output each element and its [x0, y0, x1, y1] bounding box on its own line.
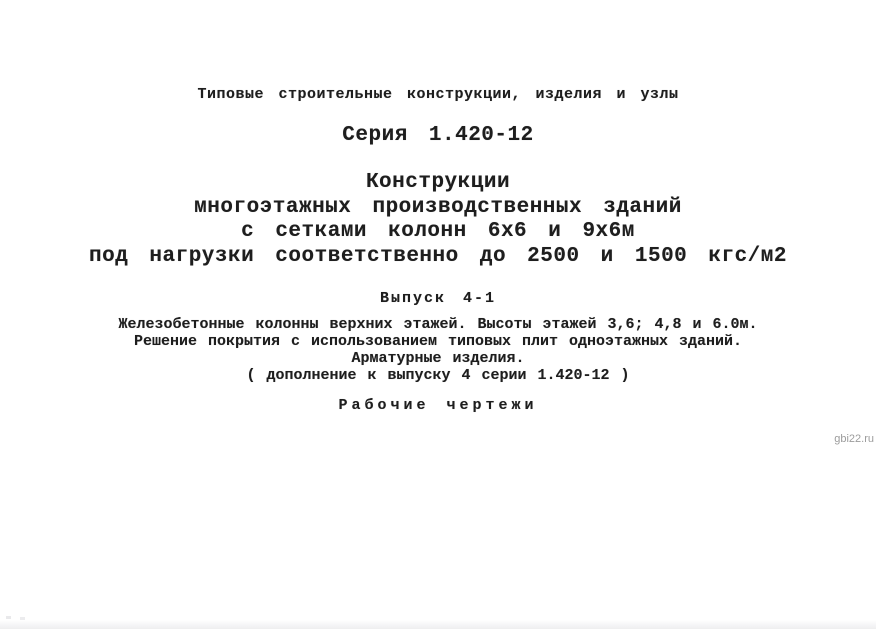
description-block: [0, 316, 876, 384]
series-title: Серия 1.420-12: [342, 124, 534, 147]
description-line-4: ( дополнение к выпуску 4 серии 1.420-12 ): [246, 367, 630, 384]
scan-artifact: [6, 616, 11, 619]
description-line-2: Решение покрытия с использованием типовых плит одноэтажных зданий.: [133, 333, 743, 350]
document-header: Типовые строительные конструкции, изделия и узлы: [197, 86, 679, 103]
issue-number: Выпуск 4-1: [379, 290, 496, 307]
main-title-line-2: многоэтажных производственных зданий: [194, 195, 682, 219]
main-title-line-1: Конструкции: [365, 171, 511, 194]
description-line-3: Арматурные изделия.: [351, 350, 525, 367]
document-type: Рабочие чертежи: [338, 397, 538, 414]
main-title-block: [0, 171, 876, 269]
description-line-1: Железобетонные колонны верхних этажей. Высоты этажей 3,6; 4,8 и 6.0м.: [118, 316, 758, 333]
main-title-line-4: под нагрузки соответственно до 2500 и 1500 кгс/м2: [88, 244, 787, 268]
main-title-line-3: с сетками колонн 6х6 и 9х6м: [241, 220, 635, 243]
scan-edge-shadow: [0, 620, 876, 629]
site-watermark: gbi22.ru: [834, 433, 874, 445]
